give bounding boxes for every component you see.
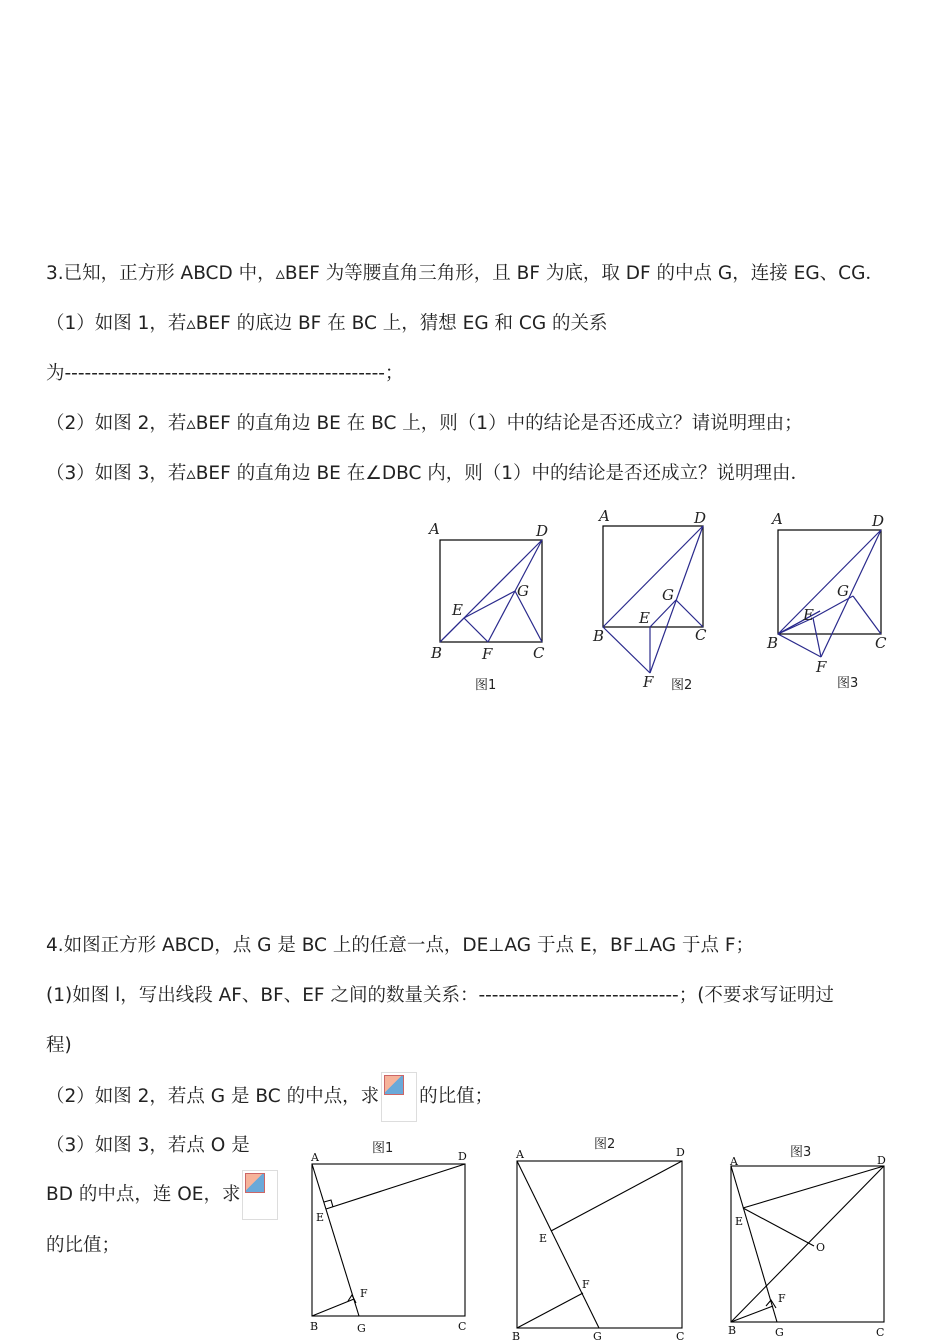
label-f: F xyxy=(360,1287,368,1300)
label-e: E xyxy=(316,1211,325,1224)
label-e: E xyxy=(803,606,814,624)
label-b: B xyxy=(593,627,605,645)
label-b: B xyxy=(310,1320,319,1333)
q4-part3-pre: BD 的中点，连 OE，求 xyxy=(46,1184,241,1205)
label-c: C xyxy=(676,1330,685,1343)
q4-figure-2 xyxy=(506,1130,691,1344)
label-f: F xyxy=(816,658,827,676)
label-g: G xyxy=(837,582,849,600)
q3-figure-2 xyxy=(588,505,718,695)
broken-image-icon xyxy=(381,1072,417,1122)
label-a: A xyxy=(599,507,610,525)
label-b: B xyxy=(728,1324,737,1337)
caption-fig1: 图1 xyxy=(372,1141,394,1156)
label-e: E xyxy=(735,1215,744,1228)
label-a: A xyxy=(730,1155,738,1168)
q3-part1-line2: 为------------------------------------------------； xyxy=(46,363,404,384)
label-f: F xyxy=(582,1278,590,1291)
label-d: D xyxy=(872,512,885,530)
label-c: C xyxy=(458,1320,467,1333)
label-g: G xyxy=(517,582,529,600)
label-d: D xyxy=(877,1154,886,1167)
broken-image-icon xyxy=(242,1170,278,1220)
label-o: O xyxy=(816,1241,826,1254)
q3-figure-1 xyxy=(425,518,555,698)
label-g: G xyxy=(593,1330,602,1343)
q3-part1-line1: （1）如图 1，若▵BEF 的底边 BF 在 BC 上，猜想 EG 和 CG 的关系 xyxy=(46,313,608,334)
label-a: A xyxy=(429,520,440,538)
label-e: E xyxy=(539,1232,548,1245)
label-d: D xyxy=(676,1146,685,1159)
q4-part1-line1: (1)如图 l，写出线段 AF、BF、EF 之间的数量关系：------------------------------；(不要求写证明过 xyxy=(46,985,834,1006)
q4-part1-line2: 程) xyxy=(46,1035,72,1056)
caption-fig1: 图1 xyxy=(475,678,497,693)
label-a: A xyxy=(772,510,783,528)
label-f: F xyxy=(778,1292,786,1305)
q3-part3: （3）如图 3，若▵BEF 的直角边 BE 在∠DBC 内，则（1）中的结论是否还成立？说明理由． xyxy=(46,463,810,484)
caption-fig2: 图2 xyxy=(594,1137,616,1152)
label-a: A xyxy=(516,1148,524,1161)
label-g: G xyxy=(357,1322,366,1335)
q4-stem: 4.如图正方形 ABCD，点 G 是 BC 上的任意一点，DE⊥AG 于点 E，BF⊥AG 于点 F； xyxy=(46,935,755,956)
label-c: C xyxy=(876,1326,885,1339)
label-b: B xyxy=(767,634,779,652)
q4-part3-line1: （3）如图 3，若点 O 是 xyxy=(46,1135,250,1156)
q4-part3-line2 xyxy=(46,1170,280,1220)
label-g: G xyxy=(662,586,674,604)
label-c: C xyxy=(695,626,707,644)
q4-part3-line3: 的比值； xyxy=(46,1235,121,1256)
label-d: D xyxy=(694,509,707,527)
q4-figure-1 xyxy=(302,1134,477,1339)
label-e: E xyxy=(639,609,650,627)
q4-part2-post: 的比值； xyxy=(419,1086,494,1107)
label-d: D xyxy=(536,522,549,540)
q3-figure-3 xyxy=(762,508,897,693)
label-f: F xyxy=(482,645,493,663)
label-g: G xyxy=(775,1326,784,1339)
label-c: C xyxy=(875,634,887,652)
caption-fig3: 图3 xyxy=(837,676,859,691)
label-b: B xyxy=(512,1330,521,1343)
label-e: E xyxy=(452,601,463,619)
caption-fig3: 图3 xyxy=(790,1145,812,1160)
q3-part2: （2）如图 2，若▵BEF 的直角边 BE 在 BC 上，则（1）中的结论是否还成立？请说明理由； xyxy=(46,413,803,434)
label-c: C xyxy=(533,644,545,662)
q4-part2-pre: （2）如图 2，若点 G 是 BC 的中点，求 xyxy=(46,1086,380,1107)
q4-figure-3 xyxy=(722,1138,897,1344)
q3-stem: 3.已知，正方形 ABCD 中，▵BEF 为等腰直角三角形，且 BF 为底，取 DF 的中点 G，连接 EG、CG． xyxy=(46,263,884,284)
label-b: B xyxy=(431,644,443,662)
caption-fig2: 图2 xyxy=(671,678,693,693)
label-d: D xyxy=(458,1150,467,1163)
q4-part2 xyxy=(46,1072,493,1122)
label-a: A xyxy=(311,1151,319,1164)
label-f: F xyxy=(643,673,654,691)
